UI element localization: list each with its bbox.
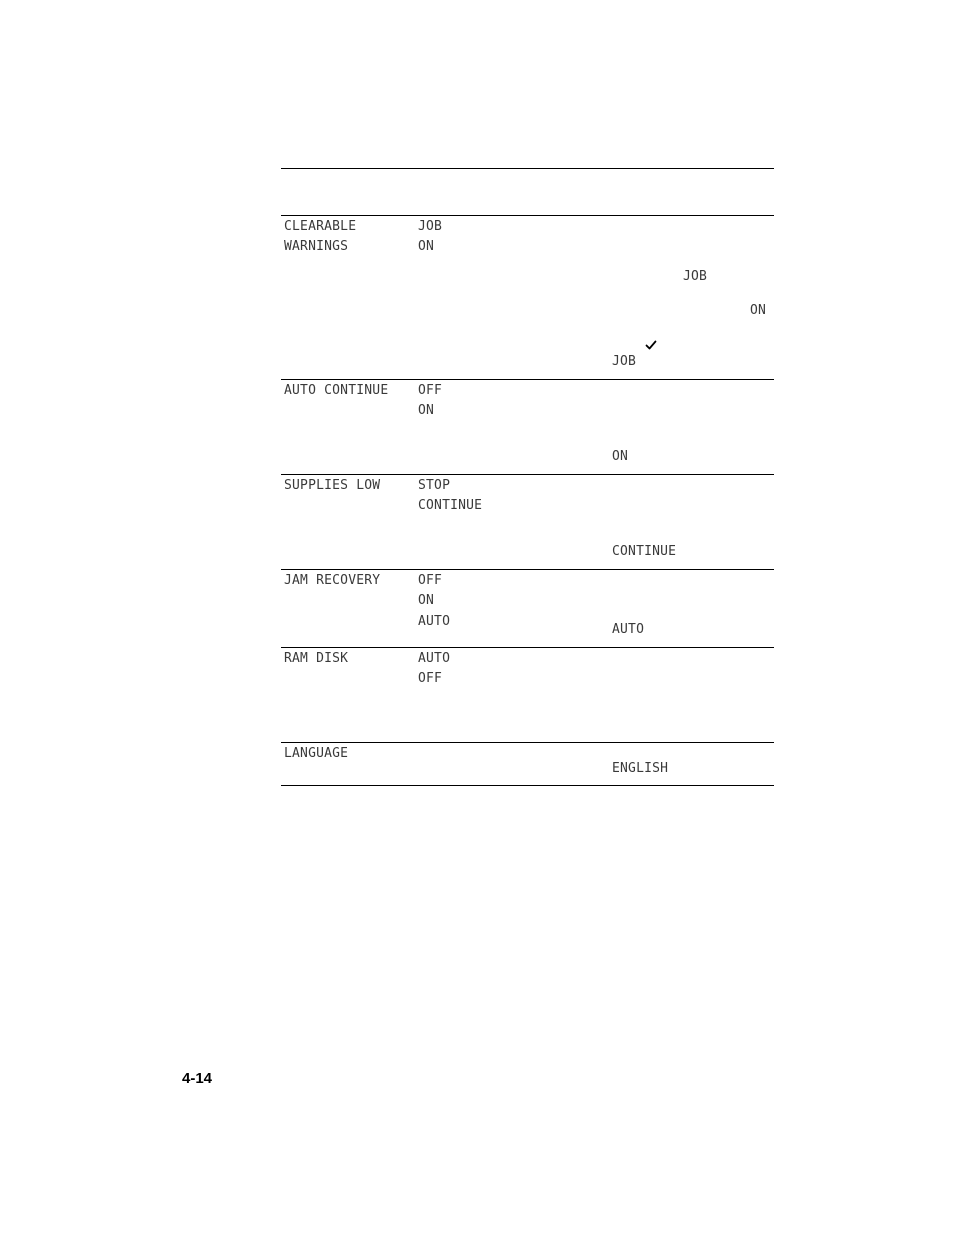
menu-item-value: OFF [418, 671, 443, 686]
menu-item-name: JAM RECOVERY [284, 573, 381, 588]
checkmark-icon [645, 339, 657, 351]
default-value: ENGLISH [612, 761, 669, 776]
menu-item-name: CLEARABLE [284, 219, 357, 234]
default-value: CONTINUE [612, 544, 677, 559]
menu-item-name: SUPPLIES LOW [284, 478, 381, 493]
menu-item-value: ON [418, 593, 435, 608]
default-value: AUTO [612, 622, 645, 637]
default-value: ON [612, 449, 629, 464]
default-value: JOB [612, 354, 637, 369]
row-divider [281, 379, 774, 380]
description-value: JOB [683, 269, 708, 284]
row-divider [281, 647, 774, 648]
menu-item-value: AUTO [418, 614, 451, 629]
row-divider [281, 742, 774, 743]
menu-item-value: OFF [418, 383, 443, 398]
menu-item-value: OFF [418, 573, 443, 588]
description-value: ON [750, 303, 767, 318]
menu-item-value: ON [418, 239, 435, 254]
row-divider [281, 569, 774, 570]
menu-item-value: ON [418, 403, 435, 418]
menu-item-value: JOB [418, 219, 443, 234]
page-number: 4-14 [182, 1070, 213, 1087]
menu-item-name: AUTO CONTINUE [284, 383, 389, 398]
menu-item-name: RAM DISK [284, 651, 349, 666]
table-top-rule [281, 168, 774, 169]
menu-item-value: CONTINUE [418, 498, 483, 513]
menu-item-value: STOP [418, 478, 451, 493]
menu-item-name: WARNINGS [284, 239, 349, 254]
table-bottom-rule [281, 785, 774, 786]
table-header-rule [281, 215, 774, 216]
menu-item-value: AUTO [418, 651, 451, 666]
menu-item-name: LANGUAGE [284, 746, 349, 761]
row-divider [281, 474, 774, 475]
